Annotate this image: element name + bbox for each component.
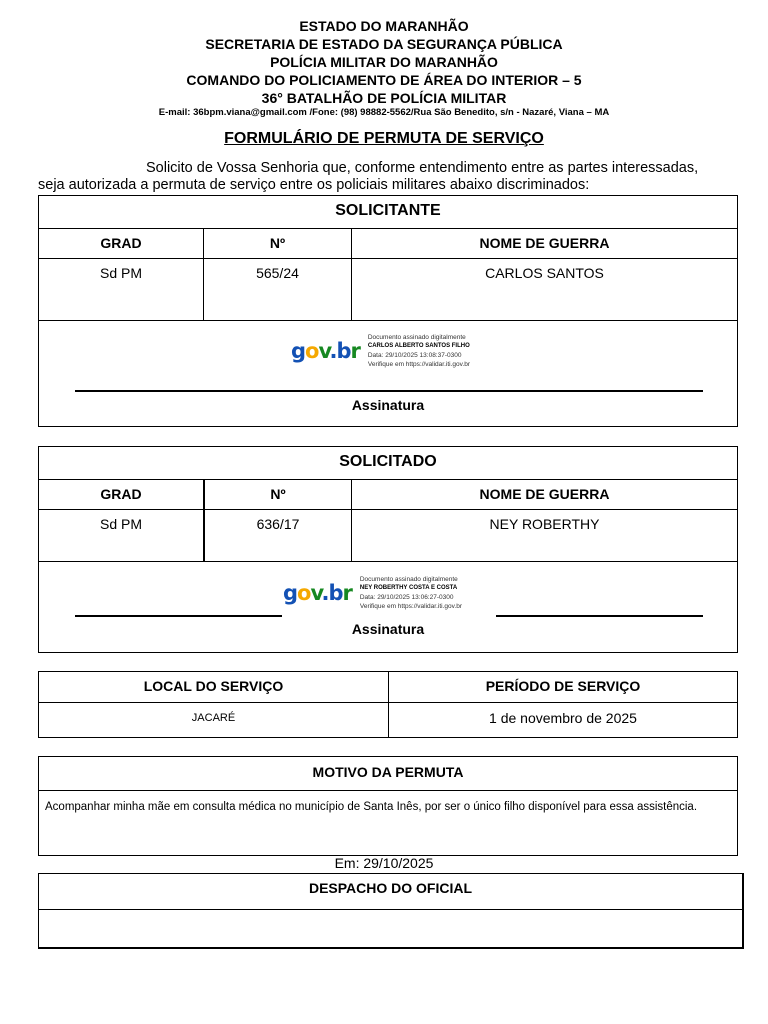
header-line-5: 36° BATALHÃO DE POLÍCIA MILITAR [261,90,507,106]
solicitado-num: 636/17 [203,509,351,561]
stamp-date: Data: 29/10/2025 13:08:37-0300 [367,352,462,359]
despacho-section [38,873,744,949]
stamp-signer: NEY ROBERTHY COSTA E COSTA [359,585,458,591]
solicitado-govbr-stamp [283,573,466,613]
servico-section [38,671,738,738]
solicitado-signature-label: Assinatura [351,621,425,637]
govbr-logo-icon: gov.br [291,339,360,363]
local-label: LOCAL DO SERVIÇO [143,678,284,694]
stamp-line: Documento assinado digitalmente [359,576,458,583]
govbr-logo-icon: gov.br [283,581,352,605]
stamp-text [368,333,470,369]
form-title: FORMULÁRIO DE PERMUTA DE SERVIÇO [224,130,544,147]
solicitado-signature-line-right [496,615,703,617]
local-value: JACARÉ [39,702,388,737]
despacho-title: DESPACHO DO OFICIAL [308,880,473,896]
solicitante-nome: CARLOS SANTOS [351,258,737,320]
motivo-title: MOTIVO DA PERMUTA [312,764,464,780]
stamp-signer: CARLOS ALBERTO SANTOS FILHO [367,343,470,349]
solicitante-col-grad: GRAD [39,228,203,258]
solicitado-title: SOLICITADO [339,453,437,470]
periodo-value: 1 de novembro de 2025 [388,702,737,737]
solicitado-section [38,446,738,653]
header-line-4: COMANDO DO POLICIAMENTO DE ÁREA DO INTERIOR – 5 [186,72,582,88]
solicitado-col-nome: NOME DE GUERRA [351,479,737,509]
motivo-text: Acompanhar minha mãe em consulta médica no município de Santa Inês, por ser o único filho disponível para essa assistência. [39,790,737,855]
solicitante-signature-label: Assinatura [351,397,425,413]
letterhead [0,17,768,119]
solicitante-signature-area [39,320,737,426]
solicitante-num: 565/24 [203,258,351,320]
solicitado-grad: Sd PM [39,509,203,561]
intro-line-2: seja autorizada a permuta de serviço entre os policiais militares abaixo discriminados: [38,177,590,193]
motivo-section [38,756,738,856]
em-date: Em: 29/10/2025 [334,855,434,871]
stamp-line: Documento assinado digitalmente [367,334,466,341]
header-contact: E-mail: 36bpm.viana@gmail.com /Fone: (98) 98882-5562/Rua São Benedito, s/n - Nazaré, Viana – MA [158,107,610,118]
intro-line-1: Solicito de Vossa Senhoria que, conforme entendimento entre as partes interessadas, [146,160,699,176]
solicitante-section [38,195,738,427]
despacho-field[interactable] [39,909,742,947]
intro-paragraph [38,160,738,194]
solicitante-govbr-stamp [291,333,470,369]
solicitante-grad: Sd PM [39,258,203,320]
solicitado-col-grad: GRAD [39,479,203,509]
solicitado-signature-line-left [75,615,282,617]
periodo-label: PERÍODO DE SERVIÇO [388,672,737,702]
header-line-2: SECRETARIA DE ESTADO DA SEGURANÇA PÚBLICA [205,36,563,52]
solicitado-col-num: Nº [203,479,351,509]
solicitado-nome: NEY ROBERTHY [351,509,737,561]
solicitante-col-num: Nº [203,228,351,258]
stamp-verify: Verifique em https://validar.iti.gov.br [367,361,470,368]
solicitante-col-nome: NOME DE GUERRA [351,228,737,258]
header-line-3: POLÍCIA MILITAR DO MARANHÃO [270,54,498,70]
stamp-date: Data: 29/10/2025 13:06:27-0300 [359,594,454,601]
solicitado-signature-area [39,561,737,652]
header-line-1: ESTADO DO MARANHÃO [299,18,469,34]
solicitante-signature-line [75,390,703,392]
stamp-verify: Verifique em https://validar.iti.gov.br [359,603,462,610]
solicitante-title: SOLICITANTE [335,202,441,219]
stamp-text [360,575,462,611]
